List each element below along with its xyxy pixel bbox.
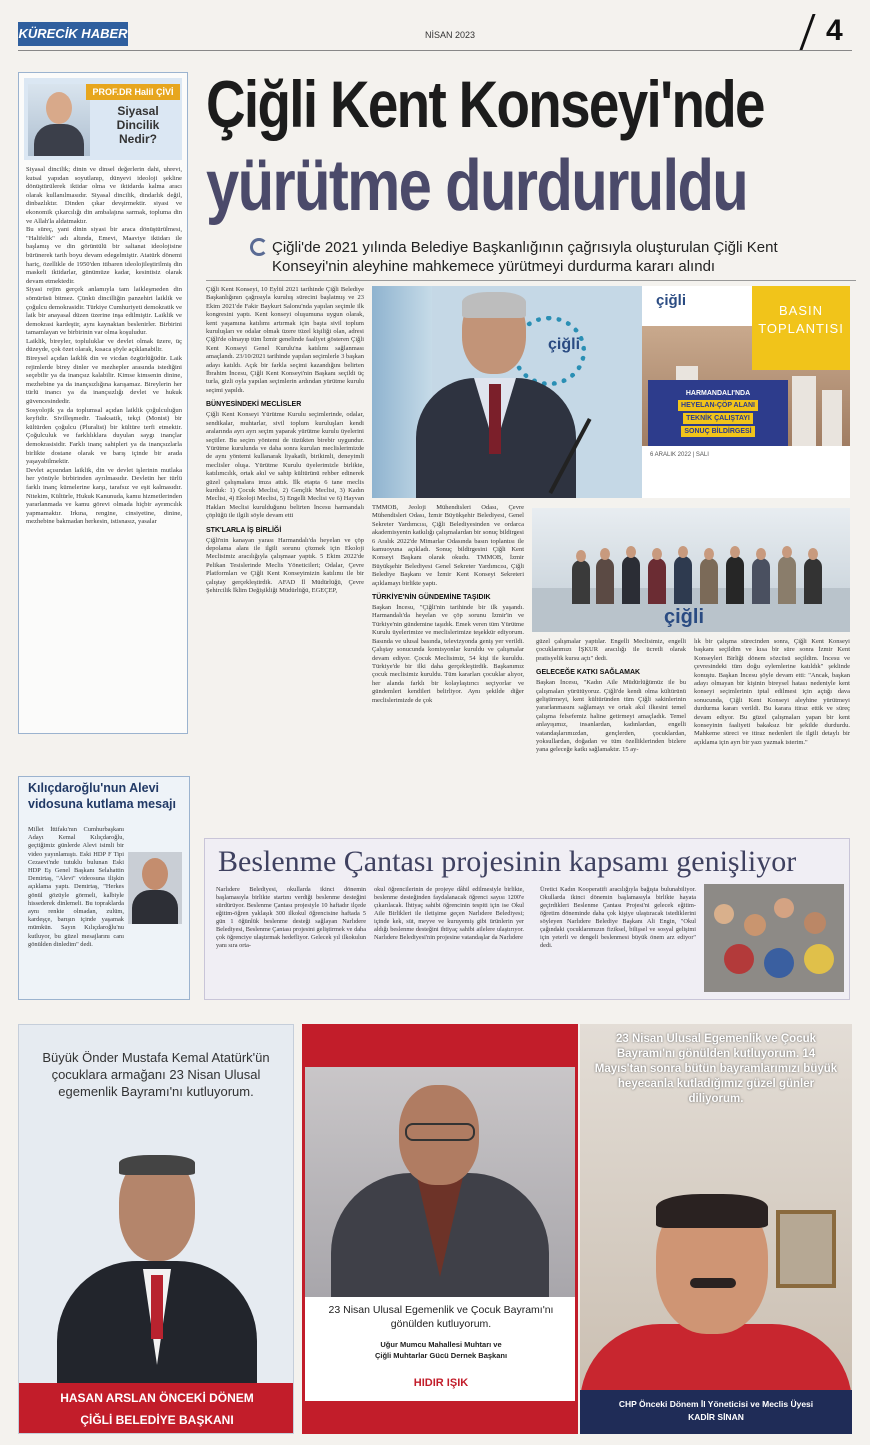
article-column-2 [372,504,524,705]
section-heading: BÜNYESİNDEKİ MECLİSLER [206,401,302,409]
ad-message: 23 Nisan Ulusal Egemenlik ve Çocuk Bayramı'nı gönülden kutluyorum. [328,1304,554,1330]
banner-line: TEKNİK ÇALIŞTAYI [683,413,753,424]
article-text: Çiğli Kent Konseyi Yürütme Kurulu seçimlerinde, odalar, sendikalar, muhtarlar, sivil toplum kuruluşları kendi aralarında ayrı ayrı seçim yaparak yürütme kurulu üyelerini seçtiler. Bu seçim yöntemi de tüzükten birebir uygundur. Yürütme kurulunda ve daha sonra kurulan meclislerimizde de aynı yöntemi kullanarak liyakatli, birikimli, deneyimli meclisler oluşa. Yürütme Kurulu üyelerimizle birlikte, katılımcılık, ortak akıl ve sahip kültürünü rehber edinerek güzel çalışmalara imza attık. İlk etapta 6 tane meclis kurduk: 1) Çocuk Meclisi, 2) Gençlik Meclisi, 3) Kadın Meclisi, 4) Ekoloji Meclisi, 5) Engelli Meclisi ve 6) Hayvan Hakları Meclisi kurulduğunu belirten İncesu harmandalı çöplüğü ile ilgili söyle devam etti [206,411,364,520]
columnist-name: PROF.DR Halil ÇİVİ [86,84,180,100]
masthead-logo: KÜRECİK HABER [18,22,128,46]
news-box-photo [128,852,182,924]
ad-name-banner [580,1390,852,1434]
section-heading: STK'LARLA İŞ BİRLİĞİ [206,526,282,534]
ad-title-line: Uğur Mumcu Mahallesi Muhtarı ve [380,1340,502,1349]
ad-name-line: ÇİĞLİ BELEDİYE BAŞKANI [80,1413,234,1427]
beslenme-text: okul öğrencilerinin de projeye dâhil edilmesiyle birlikte, beslenme desteğinden faydalanacak öğrenci sayısı 1200'e çıkarılacak. İhtiyaç sahibi öğrencinin tespiti için ise Okul Aile Birlikleri ile iletişime geçen Narlıdere Belediyesi; içinde kek, süt, meyve ve kuruyemiş gibi ürünlerin yer aldığı beslenme desteğini ihtiyaç sahibi ailelere ulaştırıyor. Narlıdere Belediyesi'nin projesine vatandaşlar da Narlıdere [374,886,524,941]
page-number-slash [799,14,815,50]
column-body: Siyasal dincilik; dinin ve dinsel değerlerin dahi, uhrevi, kutsal yapıdan soyutlanıp, dünyevi ideoloji şekline dönüştürülerek iktidar olma ve iktidarda kalma aracı olarak kullanılmasıdır. Siyasal dincilik, dindarlık değil, dinbazlıktır. Dinden çıkar devşirmektir. siyasi ve ekonomik çıkarcılığı din ambalajına sarmak, topluma din ve Allah'la aldatmaktır. Bu süreç, yani dinin siyasi bir araca dönüştürülmesi, "Halifelik" adı altında, Emevi, Maaviye iktidarı ile başlamış ve din görüntülü bir saltanat ideolojisine bürünerek tarih boyu devam edegelmiştir. Atatürk dönemi hariç, özellikle de 1950'den itibaren ideolojileştirilmiş din maskeli iktidarlar, günümüze kadar, kesintisiz olarak devam etmektedir. Siyasi rejim gerçek anlamıyla tam laikleşmeden din sömürüsü bitmez. Çünkü dincilliğin panzehiri laiklik ve çoğulcu demokrasidir. Türkiye Cumhuriyeti demokratik ve laik bir anayasal düzen üzerine inşa edilmiştir. Laiklik ve demokrasi kardeştir, aynı kaynaktan beslenirler. Birbirini tamamlayan ve birbirinin var olma koşuludur. Laiklik, bireyler, topluluklar ve devlet olmak üzere, üç düzeyde, çok özet olarak, kısaca şöyle açıklanabilir. Bireysel açıdan laiklik din ve vicdan özgürlüğüdür. Laik rejimlerde birey dinler ve mezhepler arasında istediğini seçebilir ya da inançsız kalabilir. Kimse kimsenin dinine, mezhebine ya da inançsızlığına karışamaz. Bireylerin her türlü inancı ya da inançsızlığı devlet ve hukuk güvencesindedir. Sosyolojik ya da toplumsal açıdan laiklik çoğulculuğun keyfidir. Sivilleşmedir. Taaksatik, tekçi (Monist) bir kültürden çoğulcu (Pluralist) bir kültüre terfi etmektir. Çoğulculuk ve farklılıklara duyulan saygı inançlar demokrasisidir. Farklı inanç sahipleri ya da inançsızlarla birlikte dostane olarak ve barış içinde bir arada yaşayabilmektir. Devlet açısından laiklik, din ve devlet işlerinin mutlaka her yönüyle birbirinden ayrılmasıdır. Devletin her türlü farklı inanç kümelerine karşı, tarafsız ve eşit kalmasıdır. Nitekim, Kültürle, Hukuk Kanunuda, kamu hizmetlerinden yararlanmada ve kamu görevi olmada hiçbir ayrımcılık yapmamaktır. Irkına, rengine, cinsiyetine, dinine, mezhebine bakmadan herkesin, istisnasız, yasalar [26,166,183,526]
board-logo: çiğli [656,292,687,309]
article-column-3 [536,638,686,755]
speaker-figure [416,292,576,498]
subheadline: Çiğli'de 2021 yılında Belediye Başkanlığının çağrısıyla oluşturulan Çiğli Kent Konseyi'nin aleyhine mahkemece yürütmeyi durdurma kararı alındı [272,239,778,275]
article-text: Başkan İncesu, "Kadın Aile Müdürlüğümüz ile bu çalışmaları yürütüyoruz. Çiğli'de kendi olma kültürünü geliştirmeyi, kent kültüründen tüm Çiğli sakinlerinin yararlanmasını sağlamayı ve ortak akıl ilkesini temel çalışma felsefemiz haline getirmeyi amaçladık. Temel anlayışımız, insanlardan, kadınlardan, engelli vatandaşlarımızdan, gençlerden, çocuklardan, yoksullardan, doğadan ve tüm özelliklerinden bizlere yana geleceğe katkı sağlamaktır. 15 ay- [536,679,686,754]
ad-name-line: HASAN ARSLAN ÖNCEKİ DÖNEM [60,1391,254,1405]
article-text: Çiğli'nin kanayan yarası Harmandalı'da heyelan ve çöp depolama alanı ile ilgili sorunu çözmek için Ekoloji Meclisimiz aracılığıyla çalışmaar yaptık. 5 Ekim 2022'de Pelikan Tesislerinde Meclis Yöneticileri; Odalar, Çevre Platformları ve Çiğli Kent Konseyimizin katılımı ile bir çalıştay gerçekleştirdik. AFAD İl Müdürlüğü, Çevre Şehircilik İklim Değişikliği Müdürlüğü, EGEÇEP, [206,536,364,594]
column-title-line: Dincilik [116,118,160,132]
ad-hidir-isik [302,1024,578,1434]
beslenme-title: Beslenme Çantası projesinin kapsamı genişliyor [218,845,797,878]
section-heading: GELECEĞE KATKI SAĞLAMAK [536,669,641,677]
beslenme-photo [704,884,844,992]
section-heading: TÜRKİYE'NİN GÜNDEMİNE TAŞIDIK [372,594,491,602]
article-text: güzel çalışmalar yaptılar. Engelli Meclisimiz, engelli çocuklarımızı İŞKUR aracılığı ile ücretli olarak pratisyelik kursu açtı" dedi. [536,638,686,662]
mustache-icon [690,1278,736,1288]
press-label-line: TOPLANTISI [758,321,844,336]
article-text: TMMOB, Jeoloji Mühendisleri Odası, Çevre Mühendisleri Odası, İzmir Büyükşehir Belediyesi, Genel Sekreter Yardımcısı, Çiğli Belediyesinden ve ordarca akademisyenin katkılığı çalışmalardan bir sonuç bildirgesi 6 Aralık 2022'de Mimarlar Odasında basın toplantısı ile kamuoyuna açıkladı. Sonuç bildirgesini Çiğli Kent Konseyi Başkanı olarak okudu. TMMOB, İzmir Büyükşehir Belediyesi Genel Sekreter Yardımcısı, Çiğli Belediye Başkanı ve İzmir Kent Konseyi Sekreteri açıklamayı birlikte yaptı. [372,504,524,587]
press-conference-photo [372,286,850,498]
group-photo-logo: çiğli [664,606,705,628]
press-label [752,286,850,370]
beslenme-text: Üretici Kadın Kooperatifi aracılığıyla bağışta bulunabiliyor. Okullarda ikinci dönemin başlamasıyla birlikte hayata geçirdikleri Beslenme Çantası Projesi'ni gelecek eğitim-öğretim döneminde daha çok kişiye ulaştıracak istediklerini söyleyen Narlıdere Belediye Başkanı Ali Engin, "Okul çağındaki çocuklarımızın fiziksel, bilişsel ve sosyal gelişimi için yeterli ve dengeli beslenmesi büyük önem arz ediyor" dedi. [540,886,696,949]
article-column-4 [694,638,850,747]
press-board [642,286,850,498]
article-text: Başkan İncesu, "Çiğli'nin tarihinde bir ilk yaşandı. Harmandalı'da heyelan ve çöp sorunu İzmir'in ve Türkiye'nin gündemine taşıdık. Emek veren tüm Yürütme Kurulu üyelerimize ve meclislerimize teşekkür ediyorum. Basında ve ulusal basında, televizyonda geniş yer verildi. Çalıştay sonucunda komisyonlar kuruldu ve çalışmalar devam ediyor. Çocuk Meclisimiz, 54 kişi ile kuruldu. Türkiye'de bir ilki daha gerçekleştirdik. Başkanımız çocuk meclisimiz kuruldu. Tüm kararları çocuklar alıyor, her alanda farklı bir kolaylaştırıcı seçiyorlar ve gündemleri kendileri belirliyor. Aynı şekilde diğer meclislerimizde de çok [372,604,524,704]
header-rule [18,50,852,51]
ad-title-line: Çiğli Muhtarlar Gücü Dernek Başkanı [374,1351,508,1360]
portrait-frame [776,1210,836,1288]
glasses-icon [405,1123,475,1141]
event-date [642,446,850,498]
group-photo [532,508,850,632]
beslenme-text: Narlıdere Belediyesi, okullarda ikinci dönemin başlamasıyla birlikte startını verdiği beslenme desteğini sürdürüyor. Beslenme Çantası projesiyle 10 haftadır ilçede eğitim-öğren yaklaşık 300 ilkokul öğrencisine haftada 5 gün 1 öğünlük beslenme desteği sağlayan Narlıdere Belediyesi, Beslenme Çantası projesini geliştirmek ve daha çok öğrenciye ulaştırmak hedefliyor. Gelecek yıl ilkokulun yanı sıra orta- [216,886,366,949]
column-title-line: Nedir? [118,132,157,146]
ad-name: HIDIR IŞIK [413,1377,469,1389]
ad-message: 23 Nisan Ulusal Egemenlik ve Çocuk Bayramı'nı gönülden kutluyorum. 14 Mayıs'tan sonra bütün bayramlarımızı büyük heyecanla kutladığımız güzel günler diliyorum. [594,1033,838,1105]
banner-line: SONUÇ BİLDİRGESİ [681,426,754,437]
article-text: lık bir çalışma sürecinden sonra, Çiğli Kent Konseyi başkanı seçildim ve kısa bir süre sonra İzmir Kent Konseyleri Birliği dönem sözcüsü seçildim. İncesu ve çevresindeki tüm doğu eylemlerine katıldık" şeklinde konuştu. Başkan İncesu şöyle devam etti: "Ancak, başkan adayı olmayan bir kişinin bireysel hatası nedeniyle kent konseyi seçimlerinin iptal edilmesi için açtığı dava sonucunda, Çiğli Kent Konseyi aleyhine yürütmeyi durdurma kararı verildi. Bu karara itiraz ettik ve süreç devam ediyor. Bu güzel çalışmaları yapan bir kent konseyinin faaliyeti bakaksız bir şekilde durdurdu. Mahkeme süreci ve itiraz nedenleri ile ilgili detaylı bir açıklama için ayrı bir yazı yazmak isterim." [694,638,850,746]
headline-line-1: Çiğli Kent Konseyi'nde [206,67,764,141]
event-date-text: 6 ARALIK 2022 | SALI [650,452,709,458]
ad-hasan-arslan [18,1024,294,1434]
banner-line: HARMANDALI'NDA [685,390,751,397]
news-box-title: Kılıçdaroğlu'nun Alevi vidosuna kutlama mesajı [28,781,176,811]
column-title [96,104,180,146]
press-label-line: BASIN [778,303,823,318]
ad-name-line: KADİR SİNAN [688,1412,744,1422]
news-box-body: Millet İttifakı'nın Cumhurbaşkanı Adayı Kemal Kılıçdaroğlu, geçtiğimiz günlerde Alevi isimli bir video yayınlamıştı. Eski HDP F Tipi Cezaevi'nde tutuklu bulunan Eski HDP Eş Genel Başkanı Selahattin Demirtaş, "Alevi" videosuna ilişkin açıklama yaptı. Demirtaş, "Herkes gönül gözüyle görmeli, kalbiyle hissederek dinlemeli. Bu topraklarda aynı renkte olmadan, zulüm, kardeşçe, barışın içinde yaşamak mümkün. Sayın Kılıçdaroğlu'nu kutluyor, bu güzel mesajlarını canı gönülden dinledim" dedi. [28,826,124,948]
ad-name-line: CHP Önceki Dönem İl Yöneticisi ve Meclis Üyesi [618,1399,814,1409]
tie-icon [151,1275,163,1339]
issue-date: NİSAN 2023 [424,30,476,40]
article-text: Çiğli Kent Konseyi, 10 Eylül 2021 tarihinde Çiğli Belediye Başkanlığının çağrısıyla kuruluş sürecini başlatmış ve 23 Ekim 2021'de Fakir Baykurt Salonu'nda yapılan seçimle ilk kongresini yaptı. Kent konseyi oluşumuna uygun olarak, kent yaşamına katılımı artırmak için başta sivil toplum kuruluşları ve odalar olmak üzere tüzel kişiliği olan, adresi Çiğli'de olmayıp tüm İzmir genelinde faaliyet gösteren Çiğli Kent Konseyi Genel Kurulu'na katılımı sağlanması amaçlandı. 23/10/2021 tarihinde yapılan seçimlerle 3 başkan adayı katıldı. Açık bir farkla seçimi kazandığını belirten İbrahim İncesu, Çiğli Kent Konseyi'nin Başkanı seçildi üç turla, gizli oyla yapılan seçimlerin ardından yürütme kurulu seçimi yapıldı. [206,286,364,394]
page-number: 4 [826,14,843,47]
subheadline-swirl-icon [250,238,268,256]
ad-kadir-sinan [580,1024,852,1434]
ad-name-banner [19,1383,294,1434]
ad-message: Büyük Önder Mustafa Kemal Atatürk'ün çocuklara armağanı 23 Nisan Ulusal egemenlik Bayramı'nı kutluyorum. [42,1050,270,1099]
columnist-photo [28,84,90,156]
podium-logo-text: çiğli [548,336,581,353]
headline-rule [206,280,856,281]
article-column-1 [206,286,364,595]
banner-line: HEYELAN-ÇÖP ALANI [678,400,758,411]
ad-title [313,1339,569,1361]
column-title-line: Siyasal [117,104,159,118]
headline-line-2: yürütme durduruldu [206,146,748,226]
